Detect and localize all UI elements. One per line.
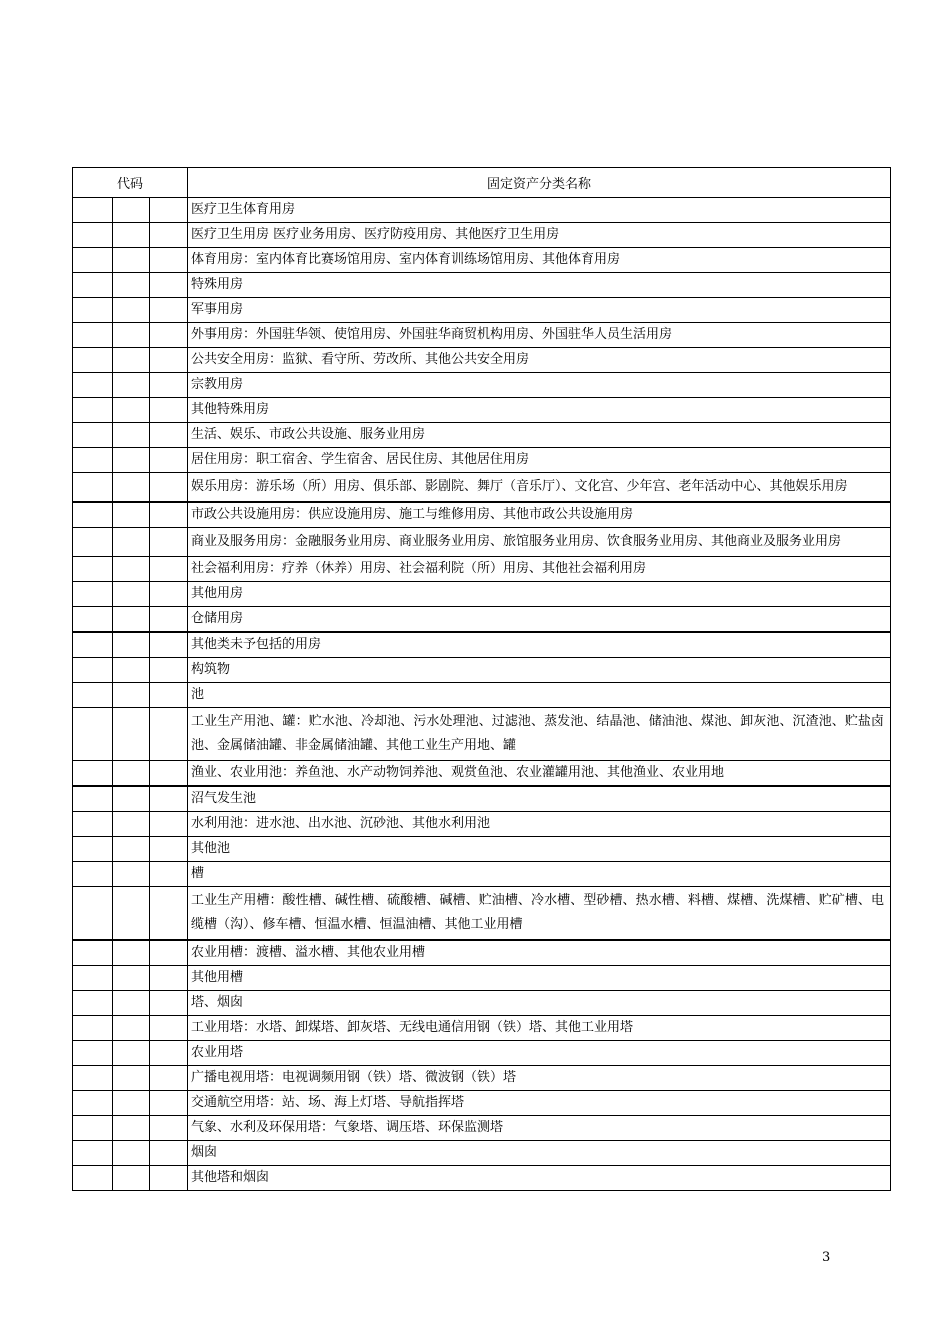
code-cell-3 [150,837,188,862]
code-cell-3 [150,812,188,837]
table-row [73,761,891,787]
code-cell-1 [73,448,113,473]
code-cell-3 [150,862,188,887]
code-cell-3 [150,348,188,373]
classification-name-cell: 工业生产用池、罐：贮水池、冷却池、污水处理池、过滤池、蒸发池、结晶池、储油池、煤池、卸灰池、沉渣池、贮盐卤池、金属储油罐、非金属储油罐、其他工业生产用地、罐 [188,708,891,761]
code-cell-2 [113,708,150,761]
code-cell-2 [113,632,150,658]
classification-name-cell: 公共安全用房：监狱、看守所、劳改所、其他公共安全用房 [188,348,891,373]
code-cell-3 [150,761,188,787]
code-cell-2 [113,198,150,223]
code-cell-2 [113,991,150,1016]
table-row [73,1166,891,1191]
classification-name-cell: 特殊用房 [188,273,891,298]
classification-name-cell: 其他用房 [188,582,891,607]
code-cell-1 [73,632,113,658]
code-cell-3 [150,557,188,582]
table-row [73,632,891,658]
code-cell-2 [113,966,150,991]
code-cell-1 [73,273,113,298]
classification-name-cell: 其他用槽 [188,966,891,991]
code-cell-3 [150,273,188,298]
code-cell-2 [113,223,150,248]
table-row [73,1066,891,1091]
classification-name-cell: 医疗卫生用房 医疗业务用房、医疗防疫用房、其他医疗卫生用房 [188,223,891,248]
code-cell-1 [73,761,113,787]
table-row [73,786,891,812]
classification-name-cell: 烟囱 [188,1141,891,1166]
table-row [73,528,891,557]
code-cell-1 [73,348,113,373]
classification-name-cell: 医疗卫生体育用房 [188,198,891,223]
code-cell-2 [113,398,150,423]
code-cell-2 [113,298,150,323]
classification-name-cell: 构筑物 [188,658,891,683]
code-cell-1 [73,323,113,348]
table-row [73,582,891,607]
code-cell-1 [73,812,113,837]
code-cell-2 [113,1041,150,1066]
code-cell-1 [73,502,113,528]
code-cell-3 [150,582,188,607]
code-cell-3 [150,1116,188,1141]
code-cell-2 [113,812,150,837]
code-cell-1 [73,1116,113,1141]
code-cell-3 [150,991,188,1016]
table-row [73,887,891,941]
code-cell-2 [113,557,150,582]
table-row [73,198,891,223]
code-cell-2 [113,1016,150,1041]
code-cell-1 [73,528,113,557]
code-cell-2 [113,862,150,887]
code-cell-2 [113,248,150,273]
code-cell-1 [73,557,113,582]
code-cell-1 [73,607,113,633]
classification-name-cell: 军事用房 [188,298,891,323]
classification-name-cell: 其他类未予包括的用房 [188,632,891,658]
code-cell-3 [150,398,188,423]
classification-name-cell: 生活、娱乐、市政公共设施、服务业用房 [188,423,891,448]
table-row [73,423,891,448]
table-row [73,708,891,761]
code-cell-3 [150,940,188,966]
classification-name-cell: 其他特殊用房 [188,398,891,423]
classification-name-cell: 体育用房：室内体育比赛场馆用房、室内体育训练场馆用房、其他体育用房 [188,248,891,273]
table-row [73,557,891,582]
code-cell-3 [150,223,188,248]
classification-name-cell: 仓储用房 [188,607,891,633]
code-cell-2 [113,582,150,607]
code-cell-1 [73,837,113,862]
code-cell-2 [113,1141,150,1166]
code-cell-3 [150,448,188,473]
table-row [73,1041,891,1066]
classification-name-cell: 沼气发生池 [188,786,891,812]
code-cell-2 [113,502,150,528]
code-cell-3 [150,423,188,448]
code-cell-2 [113,940,150,966]
code-cell-3 [150,248,188,273]
code-cell-2 [113,837,150,862]
table-row [73,1016,891,1041]
code-cell-2 [113,1166,150,1191]
code-cell-1 [73,423,113,448]
code-cell-2 [113,1066,150,1091]
classification-name-cell: 社会福利用房：疗养（休养）用房、社会福利院（所）用房、其他社会福利用房 [188,557,891,582]
code-cell-3 [150,1166,188,1191]
table-row [73,273,891,298]
code-cell-1 [73,1166,113,1191]
table-row [73,683,891,708]
asset-classification-table [72,167,891,1191]
classification-name-cell: 农业用塔 [188,1041,891,1066]
code-cell-3 [150,658,188,683]
classification-name-cell: 外事用房：外国驻华领、使馆用房、外国驻华商贸机构用房、外国驻华人员生活用房 [188,323,891,348]
code-cell-1 [73,708,113,761]
classification-name-cell: 渔业、农业用池：养鱼池、水产动物饲养池、观赏鱼池、农业灌罐用池、其他渔业、农业用地 [188,761,891,787]
code-cell-2 [113,1091,150,1116]
code-cell-3 [150,966,188,991]
code-cell-3 [150,528,188,557]
name-header: 固定资产分类名称 [188,168,891,198]
table-row [73,448,891,473]
code-cell-2 [113,528,150,557]
code-cell-1 [73,1016,113,1041]
code-cell-3 [150,708,188,761]
table-row [73,1091,891,1116]
code-cell-1 [73,862,113,887]
table-row [73,398,891,423]
table-row [73,966,891,991]
code-cell-2 [113,786,150,812]
code-cell-1 [73,248,113,273]
table-row [73,862,891,887]
code-cell-2 [113,473,150,503]
code-cell-1 [73,786,113,812]
code-cell-2 [113,273,150,298]
table-row [73,323,891,348]
classification-name-cell: 娱乐用房：游乐场（所）用房、俱乐部、影剧院、舞厅（音乐厅）、文化宫、少年宫、老年活动中心、其他娱乐用房 [188,473,891,503]
table-row [73,940,891,966]
table-row [73,223,891,248]
page-number: 3 [822,1250,831,1265]
classification-name-cell: 塔、烟囱 [188,991,891,1016]
table-row [73,298,891,323]
classification-name-cell: 宗教用房 [188,373,891,398]
table-row [73,473,891,503]
table-row [73,373,891,398]
code-cell-3 [150,1091,188,1116]
table-row [73,837,891,862]
classification-name-cell: 工业生产用槽：酸性槽、碱性槽、硫酸槽、碱槽、贮油槽、冷水槽、型砂槽、热水槽、料槽、煤槽、洗煤槽、贮矿槽、电缆槽（沟）、修车槽、恒温水槽、恒温油槽、其他工业用槽 [188,887,891,941]
code-cell-1 [73,1141,113,1166]
table-row [73,348,891,373]
table-row [73,658,891,683]
code-cell-1 [73,473,113,503]
code-cell-1 [73,582,113,607]
classification-name-cell: 槽 [188,862,891,887]
table-row [73,502,891,528]
table-row [73,991,891,1016]
code-cell-2 [113,607,150,633]
code-cell-2 [113,658,150,683]
code-cell-1 [73,398,113,423]
code-cell-1 [73,1041,113,1066]
code-cell-1 [73,940,113,966]
code-cell-2 [113,348,150,373]
code-cell-1 [73,1066,113,1091]
classification-name-cell: 交通航空用塔：站、场、海上灯塔、导航指挥塔 [188,1091,891,1116]
code-cell-1 [73,683,113,708]
table-header-row [73,168,891,198]
classification-name-cell: 农业用槽：渡槽、溢水槽、其他农业用槽 [188,940,891,966]
classification-name-cell: 其他池 [188,837,891,862]
code-cell-3 [150,198,188,223]
classification-name-cell: 池 [188,683,891,708]
code-cell-3 [150,323,188,348]
classification-name-cell: 市政公共设施用房：供应设施用房、施工与维修用房、其他市政公共设施用房 [188,502,891,528]
code-cell-2 [113,887,150,941]
code-cell-2 [113,761,150,787]
code-cell-1 [73,298,113,323]
table-row [73,248,891,273]
code-cell-1 [73,1091,113,1116]
classification-name-cell: 居住用房：职工宿舍、学生宿舍、居民住房、其他居住用房 [188,448,891,473]
code-cell-3 [150,607,188,633]
classification-name-cell: 其他塔和烟囱 [188,1166,891,1191]
code-cell-2 [113,373,150,398]
code-cell-3 [150,887,188,941]
code-cell-1 [73,658,113,683]
code-cell-2 [113,1116,150,1141]
code-cell-1 [73,223,113,248]
classification-name-cell: 广播电视用塔：电视调频用钢（铁）塔、微波钢（铁）塔 [188,1066,891,1091]
code-cell-1 [73,373,113,398]
table-row [73,812,891,837]
code-cell-2 [113,323,150,348]
code-cell-1 [73,198,113,223]
code-cell-2 [113,683,150,708]
code-cell-3 [150,298,188,323]
table-row [73,607,891,633]
code-cell-3 [150,786,188,812]
code-cell-1 [73,991,113,1016]
classification-name-cell: 工业用塔：水塔、卸煤塔、卸灰塔、无线电通信用钢（铁）塔、其他工业用塔 [188,1016,891,1041]
table-row [73,1141,891,1166]
classification-name-cell: 气象、水利及环保用塔：气象塔、调压塔、环保监测塔 [188,1116,891,1141]
code-cell-3 [150,683,188,708]
code-cell-2 [113,423,150,448]
code-cell-3 [150,1016,188,1041]
code-cell-3 [150,1041,188,1066]
classification-name-cell: 商业及服务用房：金融服务业用房、商业服务业用房、旅馆服务业用房、饮食服务业用房、其他商业及服务业用房 [188,528,891,557]
code-cell-1 [73,966,113,991]
code-cell-3 [150,1066,188,1091]
code-cell-1 [73,887,113,941]
code-cell-3 [150,373,188,398]
table-row [73,1116,891,1141]
code-cell-2 [113,448,150,473]
code-cell-3 [150,632,188,658]
classification-name-cell: 水利用池：进水池、出水池、沉砂池、其他水利用池 [188,812,891,837]
code-cell-3 [150,502,188,528]
code-cell-3 [150,1141,188,1166]
code-header: 代码 [73,168,188,198]
code-cell-3 [150,473,188,503]
